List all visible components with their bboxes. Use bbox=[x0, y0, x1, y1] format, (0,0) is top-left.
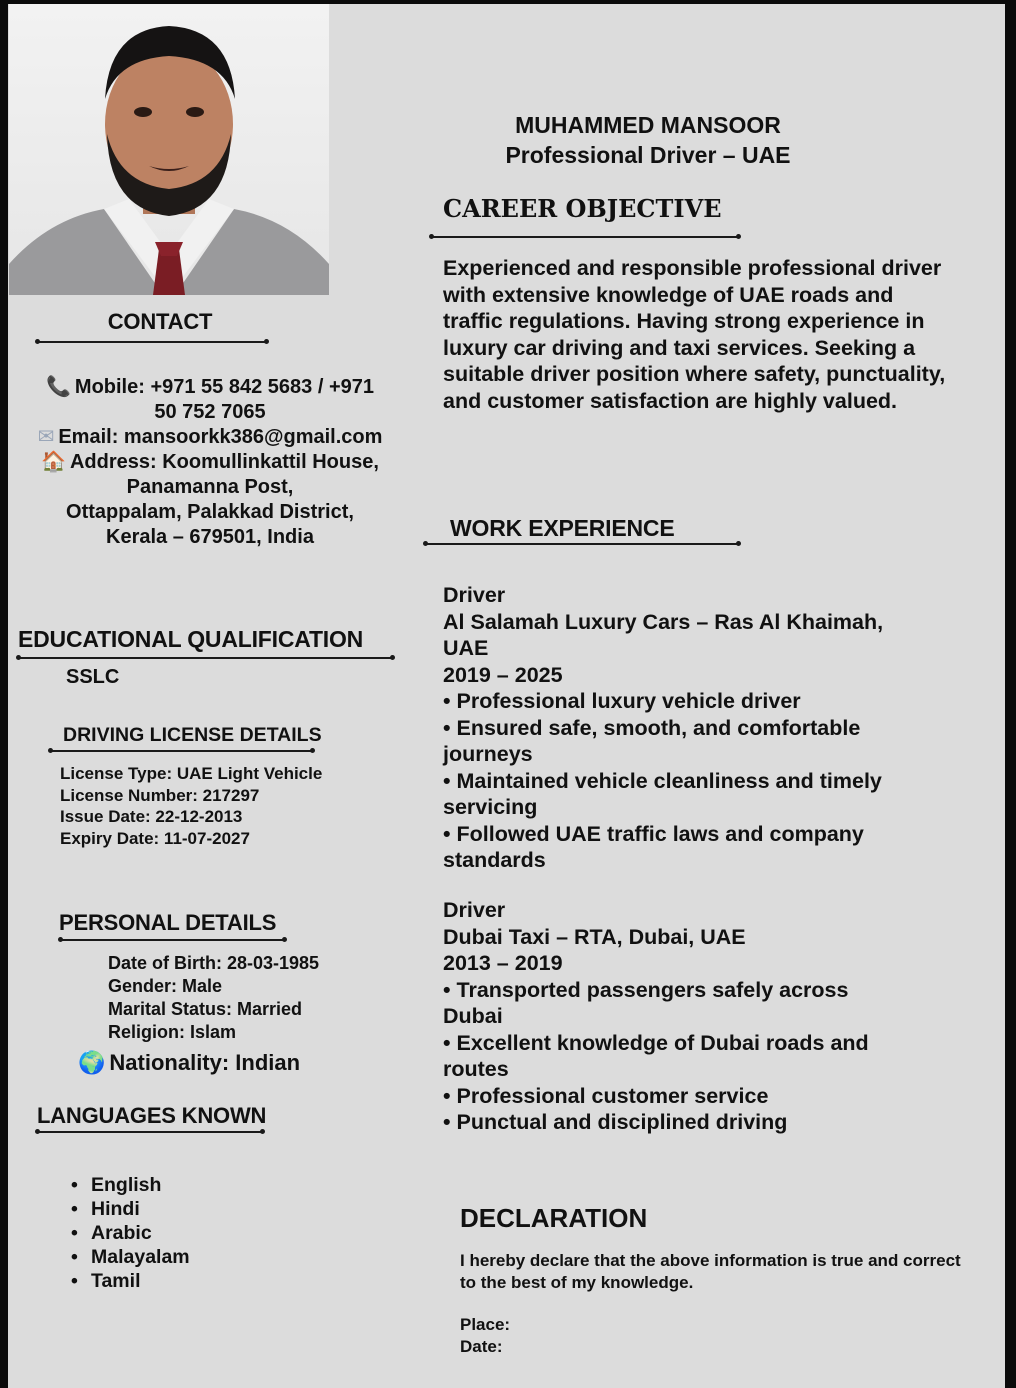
career-line: traffic regulations. Having strong experience in bbox=[443, 309, 925, 333]
job-bullet: • Followed UAE traffic laws and company bbox=[443, 821, 864, 846]
religion: Religion: Islam bbox=[108, 1022, 237, 1042]
job-bullet: • Ensured safe, smooth, and comfortable bbox=[443, 715, 861, 740]
job-bullet: • Excellent knowledge of Dubai roads and bbox=[443, 1030, 869, 1055]
job-bullet: journeys bbox=[443, 742, 533, 766]
career-objective-text bbox=[443, 255, 993, 414]
career-line: with extensive knowledge of UAE roads and bbox=[443, 282, 894, 307]
career-objective-heading: CAREER OBJECTIVE bbox=[443, 194, 722, 223]
career-objective-divider bbox=[431, 236, 739, 238]
personal-details bbox=[108, 952, 319, 1044]
address-line: Ottappalam, Palakkad District, bbox=[66, 501, 354, 523]
job-role: Driver bbox=[443, 898, 506, 922]
language-item: • Tamil bbox=[71, 1269, 190, 1293]
career-line: luxury car driving and taxi services. Seeking a bbox=[443, 335, 916, 360]
education-heading: EDUCATIONAL QUALIFICATION bbox=[18, 626, 364, 652]
address-line: 🏠 Address: Koomullinkattil House, bbox=[41, 451, 379, 473]
address-line: Panamanna Post, bbox=[126, 476, 294, 498]
gender: Gender: Male bbox=[108, 976, 223, 996]
job-role: Driver bbox=[443, 583, 506, 607]
languages-heading: LANGUAGES KNOWN bbox=[37, 1103, 267, 1128]
personal-heading: PERSONAL DETAILS bbox=[59, 910, 277, 935]
career-line: Experienced and responsible professional driver bbox=[443, 256, 942, 280]
job-bullet: • Punctual and disciplined driving bbox=[443, 1110, 788, 1134]
license-heading: DRIVING LICENSE DETAILS bbox=[63, 724, 322, 746]
declaration-line: to the best of my knowledge. bbox=[460, 1273, 694, 1292]
languages-divider bbox=[37, 1131, 263, 1133]
job-bullet: • Professional luxury vehicle driver bbox=[443, 689, 801, 713]
address-line: Kerala – 679501, India bbox=[106, 526, 314, 548]
language-item: • English bbox=[71, 1173, 190, 1197]
nationality-line: 🌍 Nationality: Indian bbox=[78, 1050, 301, 1075]
language-item: • Hindi bbox=[71, 1197, 190, 1221]
job-bullet: • Transported passengers safely across bbox=[443, 977, 849, 1002]
personal-divider bbox=[60, 939, 285, 941]
job-entry bbox=[443, 582, 988, 874]
declaration-fields bbox=[460, 1314, 510, 1358]
license-issue-date: Issue Date: 22-12-2013 bbox=[60, 807, 243, 826]
license-divider bbox=[50, 750, 313, 752]
work-divider bbox=[425, 543, 739, 545]
house-icon: 🏠 bbox=[41, 451, 66, 473]
place-field: Place: bbox=[460, 1315, 511, 1334]
declaration-heading: DECLARATION bbox=[460, 1203, 648, 1233]
declaration-text bbox=[460, 1250, 990, 1294]
email-link[interactable]: ✉ Email: mansoorkk386@gmail.com bbox=[37, 426, 383, 448]
job-bullet: servicing bbox=[443, 795, 538, 819]
job-entry bbox=[443, 897, 988, 1136]
education-divider bbox=[18, 657, 393, 659]
job-bullet: standards bbox=[443, 848, 546, 872]
job-years: 2019 – 2025 bbox=[443, 662, 563, 687]
language-item: • Malayalam bbox=[71, 1245, 190, 1269]
globe-icon: 🌍 bbox=[78, 1050, 106, 1075]
license-type: License Type: UAE Light Vehicle bbox=[60, 764, 323, 783]
career-line: suitable driver position where safety, punctuality, bbox=[443, 362, 946, 386]
mobile-line[interactable]: 📞 Mobile: +971 55 842 5683 / +971 bbox=[46, 376, 374, 398]
job-company: Dubai Taxi – RTA, Dubai, UAE bbox=[443, 924, 746, 949]
contact-details bbox=[10, 375, 410, 550]
job-bullet: • Professional customer service bbox=[443, 1083, 769, 1108]
phone-icon: 📞 bbox=[46, 376, 71, 398]
job-company: Al Salamah Luxury Cars – Ras Al Khaimah, bbox=[443, 609, 884, 634]
mobile-line-2: 50 752 7065 bbox=[154, 401, 266, 423]
languages-list bbox=[71, 1173, 190, 1293]
license-expiry-date: Expiry Date: 11-07-2027 bbox=[60, 828, 250, 848]
date-field: Date: bbox=[460, 1337, 503, 1356]
envelope-icon: ✉ bbox=[37, 426, 55, 448]
contact-heading: CONTACT bbox=[107, 309, 213, 334]
work-heading: WORK EXPERIENCE bbox=[450, 515, 675, 541]
job-bullet: routes bbox=[443, 1057, 509, 1081]
career-line: and customer satisfaction are highly valued. bbox=[443, 388, 898, 413]
job-bullet: • Maintained vehicle cleanliness and timely bbox=[443, 768, 882, 793]
date-of-birth: Date of Birth: 28-03-1985 bbox=[108, 953, 320, 973]
job-bullet: Dubai bbox=[443, 1004, 503, 1028]
contact-divider bbox=[37, 341, 267, 343]
job-company-cont: UAE bbox=[443, 636, 489, 660]
education-item: SSLC bbox=[66, 666, 120, 688]
language-item: • Arabic bbox=[71, 1221, 190, 1245]
license-details bbox=[60, 763, 322, 849]
candidate-title: Professional Driver – UAE bbox=[505, 142, 791, 168]
portrait-illustration bbox=[9, 4, 329, 295]
license-number: License Number: 217297 bbox=[60, 785, 260, 805]
marital-status: Marital Status: Married bbox=[108, 999, 303, 1019]
job-years: 2013 – 2019 bbox=[443, 951, 563, 975]
declaration-line: I hereby declare that the above information is true and correct bbox=[460, 1251, 961, 1270]
candidate-name: MUHAMMED MANSOOR bbox=[515, 112, 781, 138]
profile-photo bbox=[9, 4, 329, 295]
